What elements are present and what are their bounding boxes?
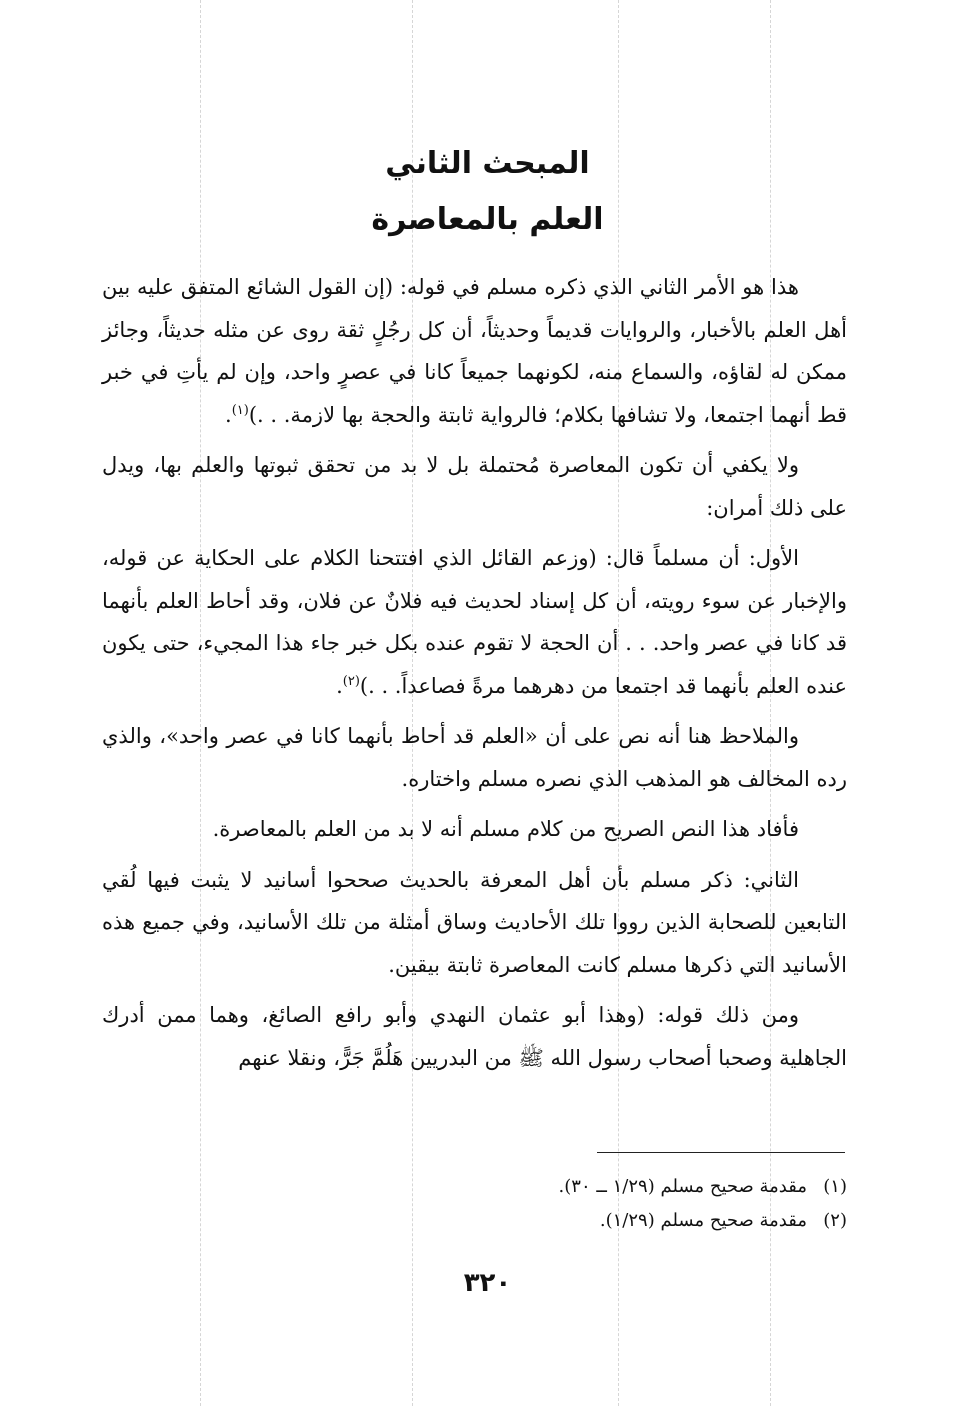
- footnotes: [102, 1170, 847, 1238]
- footnote-text: مقدمة صحيح مسلم (١/٢٩ ــ ٣٠).: [558, 1176, 807, 1197]
- footnote: [102, 1170, 847, 1204]
- paragraph-text: هذا هو الأمر الثاني الذي ذكره مسلم في قوله: (إن القول الشائع المتفق عليه بين أهل العلم بالأخبار، والروايات قديماً وحديثاً، أن كل رجُلٍ ثقة روى عن مثله حديثاً، وجائز ممكن له لقاؤه، والسماع منه، لكونهما جميعاً كانا في عصرٍ واحد، وإن لم يأتِ في خبر قط أنهما اجتمعا، ولا تشافها بكلام؛ فالرواية ثابتة والحجة بها لازمة. . .): [102, 275, 847, 427]
- paragraph: الثاني: ذكر مسلم بأن أهل المعرفة بالحديث صححوا أسانيد لا يثبت فيها لُقي التابعين للصحابة الذين رووا تلك الأحاديث وساق أمثلة من تلك الأسانيد، وفي جميع هذه الأسانيد التي ذكرها مسلم كانت المعاصرة ثابتة بيقين.: [102, 867, 847, 977]
- footnote-text: مقدمة صحيح مسلم (١/٢٩).: [599, 1210, 807, 1231]
- paragraph: فأفاد هذا النص الصريح من كلام مسلم أنه لا بد من العلم بالمعاصرة.: [212, 817, 799, 841]
- paragraph: ومن ذلك قوله: (وهذا أبو عثمان النهدي وأبو رافع الصائغ، وهما ممن أدرك الجاهلية وصحبا أصحاب رسول الله ﷺ من البدريين هَلُمَّ جَرًّ، ونقلا عنهم: [102, 1003, 847, 1070]
- body-text: [102, 266, 847, 1087]
- footnote-number: (٢): [823, 1210, 847, 1231]
- footnote-ref: (١): [231, 402, 249, 418]
- footnote-ref: (٢): [342, 673, 360, 689]
- footnote: [102, 1204, 847, 1238]
- paragraph-end: .: [225, 402, 232, 427]
- section-title: العلم بالمعاصرة: [371, 202, 604, 237]
- paragraph: ولا يكفي أن تكون المعاصرة مُحتملة بل لا بد من تحقق ثبوتها والعلم بها، ويدل على ذلك أمران:: [102, 453, 847, 520]
- section-label: المبحث الثاني: [385, 146, 590, 181]
- paragraph: [102, 537, 847, 707]
- paragraph-end: .: [336, 673, 343, 698]
- paragraph-text: الأول: أن مسلماً قال: (وزعم القائل الذي افتتحنا الكلام على الحكاية عن قوله، والإخبار عن سوء رويته، أن كل إسناد لحديث فيه فلانٌ عن فلان، وقد أحاط العلم بأنهما قد كانا في عصر واحد. . . أن الحجة لا تقوم عنده بكل خبر جاء هذا المجيء، حتى يكون عنده العلم بأنهما قد اجتمعا من دهرهما مرةً فصاعداً. . .): [102, 546, 847, 698]
- footnote-number: (١): [823, 1176, 847, 1197]
- footnote-separator: [597, 1152, 845, 1153]
- paragraph: [102, 266, 847, 436]
- page-number: ٣٢٠: [463, 1268, 512, 1298]
- paragraph: والملاحظ هنا أنه نص على أن «العلم قد أحاط بأنهما كانا في عصر واحد»، والذي رده المخالف هو المذهب الذي نصره مسلم واختاره.: [102, 724, 847, 791]
